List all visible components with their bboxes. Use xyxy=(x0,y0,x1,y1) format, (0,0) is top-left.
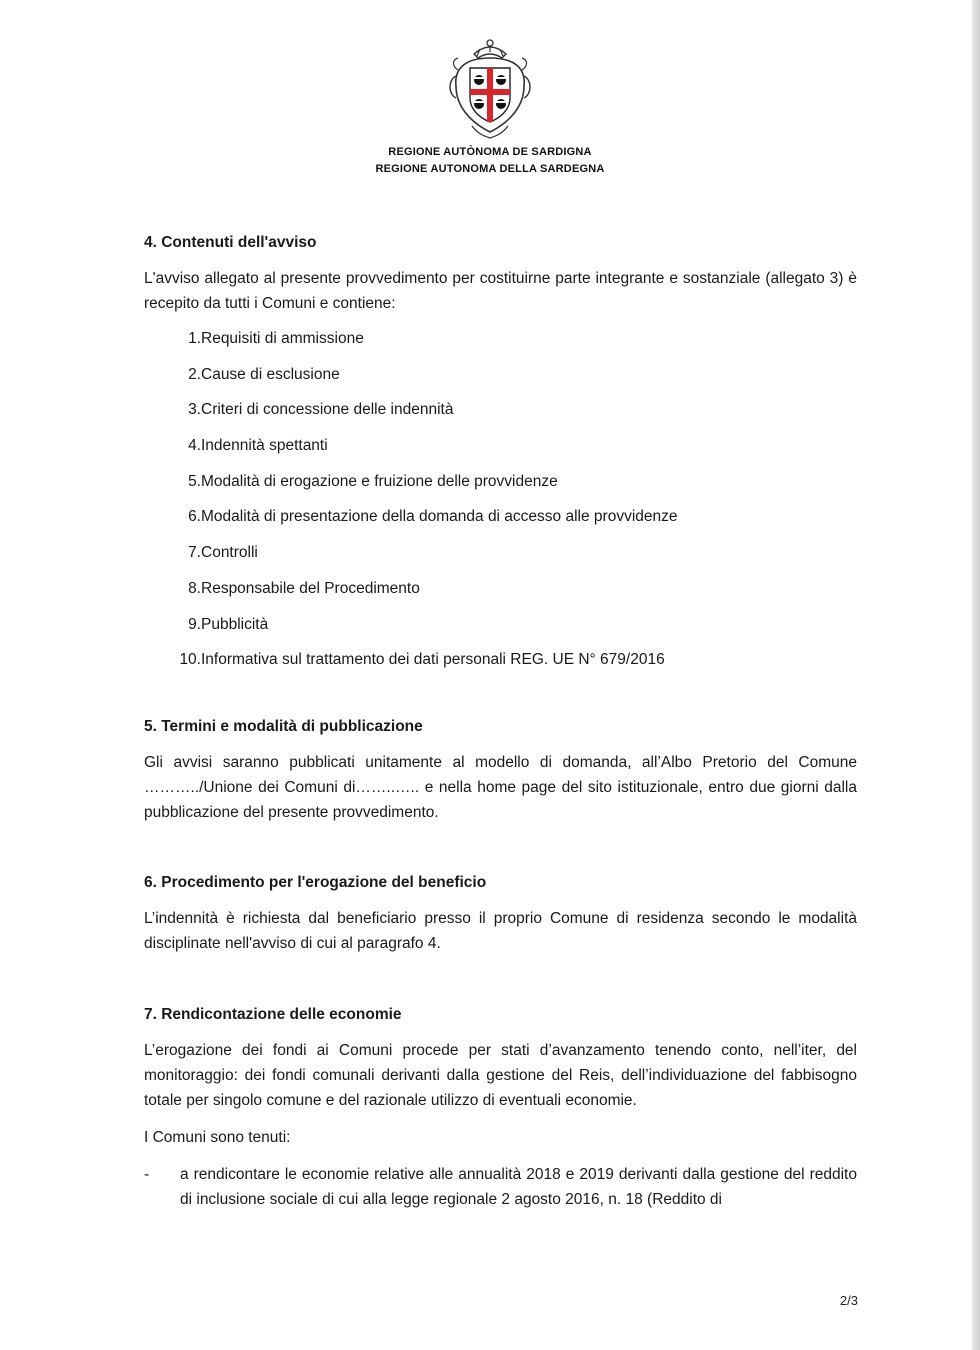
contents-list xyxy=(144,326,857,683)
section-6-heading: 6. Procedimento per l'erogazione del beneficio xyxy=(144,873,487,891)
section-4-intro: L'avviso allegato al presente provvedimento per costituirne parte integrante e sostanziale (allegato 3) è recepito da tutti i Comuni e contiene: xyxy=(144,270,857,312)
list-item xyxy=(144,576,857,612)
sardinia-coat-of-arms-icon xyxy=(444,36,536,142)
section-7-body: L’erogazione dei fondi ai Comuni procede per stati d’avanzamento tenendo conto, nell’iter, del monitoraggio: dei fondi comunali derivanti dalla gestione del Reis, dell’individuazione del fabbisogno totale per singolo comune e del razionale utilizzo di eventuali economie. xyxy=(144,1041,857,1109)
section-7-heading: 7. Rendicontazione delle economie xyxy=(144,1005,402,1023)
dash-list-item xyxy=(144,1162,857,1212)
list-item xyxy=(144,612,857,648)
document-header xyxy=(0,36,980,178)
list-item xyxy=(144,362,857,398)
list-item xyxy=(144,469,857,505)
section-4 xyxy=(144,232,857,683)
section-4-heading: 4. Contenuti dell'avviso xyxy=(144,234,317,251)
list-item-text: Requisiti di ammissione xyxy=(201,330,364,347)
section-7 xyxy=(144,1004,857,1212)
list-item xyxy=(144,647,857,683)
section-6-body: L’indennità è richiesta dal beneficiario presso il proprio Comune di residenza secondo le modalità disciplinate nell'avviso di cui al paragrafo 4. xyxy=(144,909,857,952)
list-item-text: Responsabile del Procedimento xyxy=(201,579,420,597)
list-item-number: 7. xyxy=(188,544,201,562)
section-5-body: Gli avvisi saranno pubblicati unitamente al modello di domanda, all’Albo Pretorio del Comune ………../Unione dei Comuni di……..….. e nella home page del sito istituzionale, entro due giorni dalla pubblicazione del presente provvedimento. xyxy=(144,753,857,821)
dash-marker: - xyxy=(144,1165,150,1183)
list-item-number: 1. xyxy=(188,330,201,347)
list-item-number: 8. xyxy=(188,579,201,597)
list-item-text: Modalità di presentazione della domanda di accesso alle provvidenze xyxy=(201,508,678,526)
section-5-heading: 5. Termini e modalità di pubblicazione xyxy=(144,717,423,735)
list-item-text: Indennità spettanti xyxy=(201,437,328,455)
list-item-text: Modalità di erogazione e fruizione delle provvidenze xyxy=(201,472,558,490)
list-item-number: 2. xyxy=(188,365,201,383)
list-item-text: Informativa sul trattamento dei dati personali REG. UE N° 679/2016 xyxy=(201,651,665,669)
list-item-text: Pubblicità xyxy=(201,615,269,633)
region-name-italian: REGIONE AUTONOMA DELLA SARDEGNA xyxy=(375,163,605,175)
section-6 xyxy=(144,872,857,956)
document-body xyxy=(144,232,857,1212)
page-edge-shadow xyxy=(972,0,980,1350)
list-item-text: Cause di esclusione xyxy=(201,365,340,383)
list-item xyxy=(144,397,857,433)
list-item-number: 10. xyxy=(179,651,201,669)
list-item-number: 9. xyxy=(188,615,201,633)
list-item xyxy=(144,504,857,540)
section-7-lead: I Comuni sono tenuti: xyxy=(144,1128,291,1146)
region-name-sardinian: REGIONE AUTÒNOMA DE SARDIGNA xyxy=(388,146,592,158)
list-item xyxy=(144,326,857,362)
list-item xyxy=(144,433,857,469)
list-item-number: 4. xyxy=(188,437,201,455)
list-item-number: 3. xyxy=(188,401,201,419)
list-item-number: 5. xyxy=(188,472,201,490)
section-5 xyxy=(144,716,857,825)
list-item-text: Controlli xyxy=(201,544,258,562)
list-item-number: 6. xyxy=(188,508,201,526)
dash-list-item-text: a rendicontare le economie relative alle annualità 2018 e 2019 derivanti dalla gestione del reddito di inclusione sociale di cui alla legge regionale 2 agosto 2016, n. 18 (Reddito di xyxy=(180,1165,857,1208)
page-number: 2/3 xyxy=(839,1293,858,1308)
list-item-text: Criteri di concessione delle indennità xyxy=(201,401,454,419)
list-item xyxy=(144,540,857,576)
